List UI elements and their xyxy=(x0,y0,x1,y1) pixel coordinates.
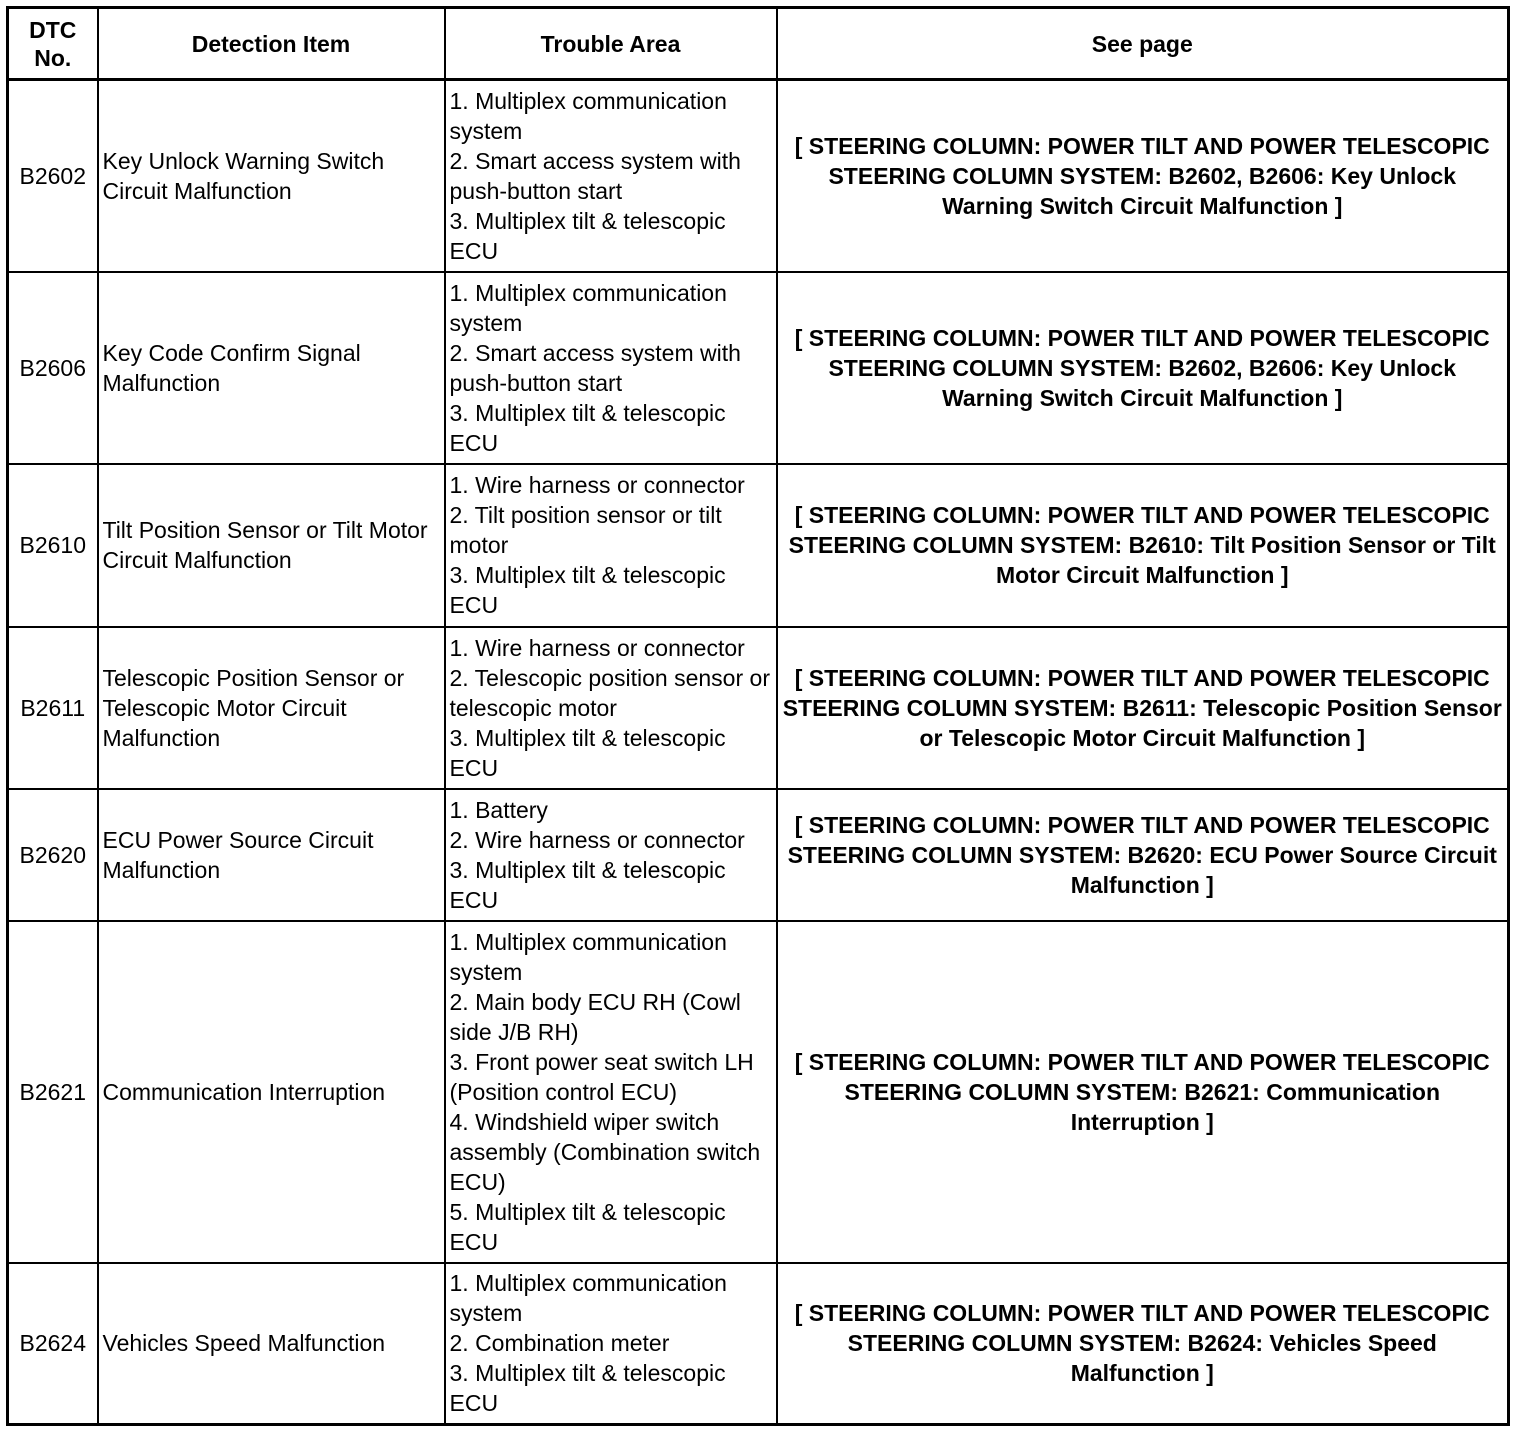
trouble-area-line: 2. Main body ECU RH (Cowl side J/B RH) xyxy=(449,988,741,1045)
trouble-area-line: 1. Multiplex communication system xyxy=(449,1270,727,1327)
dtc-code: B2620 xyxy=(8,789,98,921)
trouble-area-line: 1. Multiplex communication system xyxy=(449,928,727,985)
see-page-link[interactable]: [ STEERING COLUMN: POWER TILT AND POWER TELESCOPIC STEERING COLUMN SYSTEM: B2621: Communication Interruption ] xyxy=(777,921,1509,1263)
trouble-area-line: 2. Telescopic position sensor or telescopic motor xyxy=(449,664,770,721)
trouble-area xyxy=(445,921,777,1263)
dtc-table xyxy=(6,6,1510,1426)
trouble-area xyxy=(445,80,777,272)
header-row xyxy=(8,8,1509,80)
see-page-link[interactable]: [ STEERING COLUMN: POWER TILT AND POWER TELESCOPIC STEERING COLUMN SYSTEM: B2620: ECU Power Source Circuit Malfunction ] xyxy=(777,789,1509,921)
header-trouble-area: Trouble Area xyxy=(445,8,777,80)
dtc-code: B2611 xyxy=(8,627,98,789)
trouble-area-line: 1. Battery xyxy=(449,796,548,823)
header-see-page: See page xyxy=(777,8,1509,80)
trouble-area-line: 1. Multiplex communication system xyxy=(449,87,727,144)
table-row xyxy=(8,627,1509,789)
see-page-link[interactable]: [ STEERING COLUMN: POWER TILT AND POWER TELESCOPIC STEERING COLUMN SYSTEM: B2610: Tilt Position Sensor or Tilt Motor Circuit Malfunction ] xyxy=(777,464,1509,627)
table-row xyxy=(8,1263,1509,1425)
table-row xyxy=(8,921,1509,1263)
trouble-area-line: 1. Wire harness or connector xyxy=(449,472,745,498)
detection-item: Vehicles Speed Malfunction xyxy=(98,1263,445,1425)
table-row xyxy=(8,464,1509,627)
trouble-area-line: 2. Tilt position sensor or tilt motor xyxy=(449,502,722,558)
see-page-link[interactable]: [ STEERING COLUMN: POWER TILT AND POWER TELESCOPIC STEERING COLUMN SYSTEM: B2624: Vehicles Speed Malfunction ] xyxy=(777,1263,1509,1425)
trouble-area-line: 2. Smart access system with push-button start xyxy=(449,339,741,396)
trouble-area-line: 3. Multiplex tilt & telescopic ECU xyxy=(449,399,726,456)
trouble-area-line: 3. Multiplex tilt & telescopic ECU xyxy=(449,1360,726,1417)
trouble-area xyxy=(445,1263,777,1425)
dtc-code: B2610 xyxy=(8,464,98,627)
trouble-area-line: 3. Front power seat switch LH (Position control ECU) xyxy=(449,1048,754,1105)
detection-item: Key Unlock Warning Switch Circuit Malfunction xyxy=(98,80,445,272)
table-row xyxy=(8,272,1509,464)
trouble-area-line: 3. Multiplex tilt & telescopic ECU xyxy=(449,562,726,618)
dtc-code: B2606 xyxy=(8,272,98,464)
dtc-code: B2621 xyxy=(8,921,98,1263)
trouble-area-line: 2. Smart access system with push-button start xyxy=(449,147,741,204)
trouble-area xyxy=(445,464,777,627)
detection-item: Key Code Confirm Signal Malfunction xyxy=(98,272,445,464)
dtc-code: B2624 xyxy=(8,1263,98,1425)
trouble-area-line: 3. Multiplex tilt & telescopic ECU xyxy=(449,856,726,913)
see-page-link[interactable]: [ STEERING COLUMN: POWER TILT AND POWER TELESCOPIC STEERING COLUMN SYSTEM: B2611: Telescopic Position Sensor or Telescopic Motor Circuit Malfunction ] xyxy=(777,627,1509,789)
trouble-area-line: 5. Multiplex tilt & telescopic ECU xyxy=(449,1198,726,1255)
trouble-area-line: 3. Multiplex tilt & telescopic ECU xyxy=(449,724,726,781)
detection-item: Tilt Position Sensor or Tilt Motor Circuit Malfunction xyxy=(98,464,445,627)
dtc-code: B2602 xyxy=(8,80,98,272)
table-row xyxy=(8,789,1509,921)
trouble-area-line: 3. Multiplex tilt & telescopic ECU xyxy=(449,207,726,264)
trouble-area xyxy=(445,789,777,921)
detection-item: ECU Power Source Circuit Malfunction xyxy=(98,789,445,921)
trouble-area xyxy=(445,627,777,789)
header-dtc-no: DTC No. xyxy=(8,8,98,80)
see-page-link[interactable]: [ STEERING COLUMN: POWER TILT AND POWER TELESCOPIC STEERING COLUMN SYSTEM: B2602, B2606: Key Unlock Warning Switch Circuit Malfunction ] xyxy=(777,272,1509,464)
trouble-area-line: 1. Wire harness or connector xyxy=(449,634,745,661)
trouble-area-line: 2. Combination meter xyxy=(449,1330,670,1357)
table-row xyxy=(8,80,1509,272)
detection-item: Telescopic Position Sensor or Telescopic Motor Circuit Malfunction xyxy=(98,627,445,789)
trouble-area-line: 1. Multiplex communication system xyxy=(449,279,727,336)
header-detection-item: Detection Item xyxy=(98,8,445,80)
detection-item: Communication Interruption xyxy=(98,921,445,1263)
see-page-link[interactable]: [ STEERING COLUMN: POWER TILT AND POWER TELESCOPIC STEERING COLUMN SYSTEM: B2602, B2606: Key Unlock Warning Switch Circuit Malfunction ] xyxy=(777,80,1509,272)
trouble-area-line: 2. Wire harness or connector xyxy=(449,826,745,853)
trouble-area xyxy=(445,272,777,464)
trouble-area-line: 4. Windshield wiper switch assembly (Combination switch ECU) xyxy=(449,1108,761,1195)
